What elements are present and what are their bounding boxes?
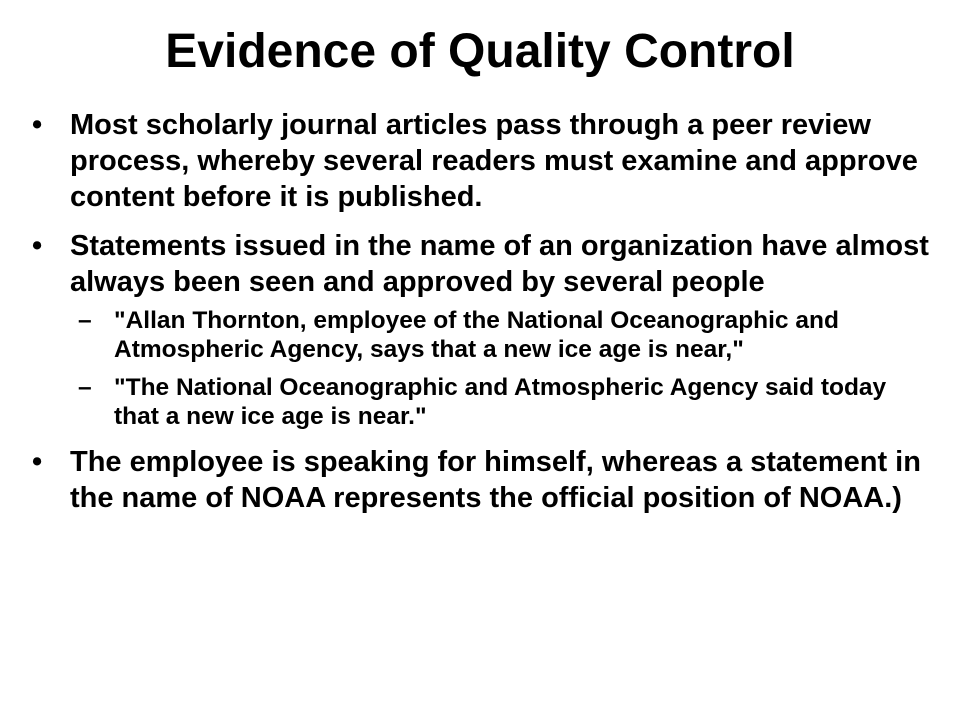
bullet-text: Statements issued in the name of an organization have almost always been seen and approved by several people [70,230,929,298]
sub-bullet-marker: – [78,307,92,334]
bullet-list [0,107,960,529]
bullet-marker: • [32,446,43,478]
bullet-organization-statements [0,228,960,431]
bullet-marker: • [32,109,43,141]
bullet-employee-vs-noaa [0,444,960,516]
sub-bullet-list [70,306,930,431]
sub-bullet-employee-quote [78,306,930,364]
sub-bullet-marker: – [78,374,92,401]
bullet-text: The employee is speaking for himself, whereas a statement in the name of NOAA represents the official position of NOAA.) [70,446,921,514]
sub-bullet-text: "Allan Thornton, employee of the National Oceanographic and Atmospheric Agency, says that a new ice age is near," [114,307,839,363]
slide-title: Evidence of Quality Control [165,25,795,78]
bullet-marker: • [32,230,43,262]
bullet-text: Most scholarly journal articles pass through a peer review process, whereby several readers must examine and approve content before it is published. [70,109,918,213]
sub-bullet-text: "The National Oceanographic and Atmospheric Agency said today that a new ice age is near." [114,374,887,430]
sub-bullet-agency-quote [78,373,930,431]
bullet-peer-review [0,107,960,215]
